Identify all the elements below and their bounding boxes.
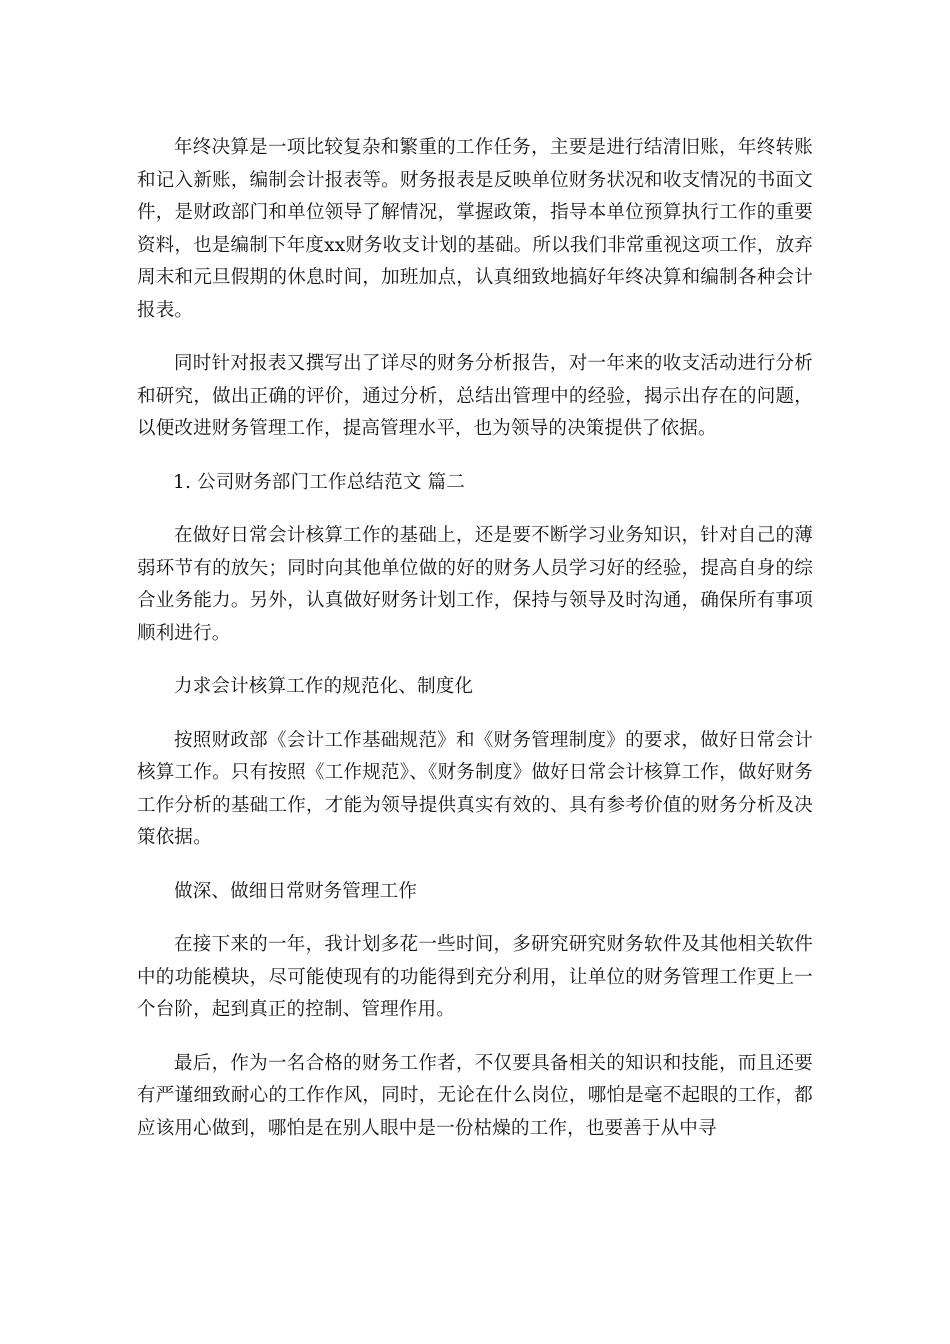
paragraph-spacer xyxy=(137,327,813,348)
paragraph-financial-analysis-report: 同时针对报表又撰写出了详尽的财务分析报告，对一年来的收支活动进行分析和研究，做出正确的评价，通过分析，总结出管理中的经验，揭示出存在的问题，以便改进财务管理工作，提高管理水平，也为领导的决策提供了依据。 xyxy=(137,353,813,439)
paragraph-spacer xyxy=(137,499,813,520)
paragraph-daily-accounting-learning: 在做好日常会计核算工作的基础上，还是要不断学习业务知识，针对自己的薄弱环节有的放矢；同时向其他单位做的好的财务人员学习好的经验，提高自身的综合业务能力。另外，认真做好财务计划工作，保持与领导及时沟通，确保所有事项顺利进行。 xyxy=(137,525,813,644)
subheading-daily-management: 做深、做细日常财务管理工作 xyxy=(174,880,418,902)
paragraph-spacer xyxy=(137,650,813,671)
document-body xyxy=(137,132,813,1145)
paragraph-spacer xyxy=(137,855,813,876)
paragraph-spacer xyxy=(137,908,813,929)
paragraph-spacer xyxy=(137,704,813,725)
paragraph-conclusion: 最后，作为一名合格的财务工作者，不仅要具备相关的知识和技能，而且还要有严谨细致耐心的工作作风，同时，无论在什么岗位，哪怕是毫不起眼的工作，都应该用心做到，哪怕是在别人眼中是一份枯燥的工作，也要善于从中寻 xyxy=(137,1052,813,1139)
paragraph-year-end-accounts: 年终决算是一项比较复杂和繁重的工作任务，主要是进行结清旧账，年终转账和记入新账，编制会计报表等。财务报表是反映单位财务状况和收支情况的书面文件，是财政部门和单位领导了解情况，掌握政策，指导本单位预算执行工作的重要资料，也是编制下年度xx财务收支计划的基础。所以我们非常重视这项工作，放弃周末和元旦假期的休息时间，加班加点，认真细致地搞好年终决算和编制各种会计报表。 xyxy=(137,137,813,321)
paragraph-spacer xyxy=(137,446,813,467)
paragraph-accounting-standards: 按照财政部《会计工作基础规范》和《财务管理制度》的要求，做好日常会计核算工作。只有按照《工作规范》、《财务制度》做好日常会计核算工作，做好财务工作分析的基础工作，才能为领导提供真实有效的、具有参考价值的财务分析及决策依据。 xyxy=(137,729,813,848)
section-heading-part-two: 1. 公司财务部门工作总结范文 篇二 xyxy=(173,471,466,493)
paragraph-software-plan: 在接下来的一年，我计划多花一些时间，多研究研究财务软件及其他相关软件中的功能模块，尽可能使现有的功能得到充分利用，让单位的财务管理工作更上一个台阶，起到真正的控制、管理作用。 xyxy=(137,934,813,1020)
paragraph-spacer xyxy=(137,1027,813,1048)
subheading-standardization: 力求会计核算工作的规范化、制度化 xyxy=(174,676,474,697)
